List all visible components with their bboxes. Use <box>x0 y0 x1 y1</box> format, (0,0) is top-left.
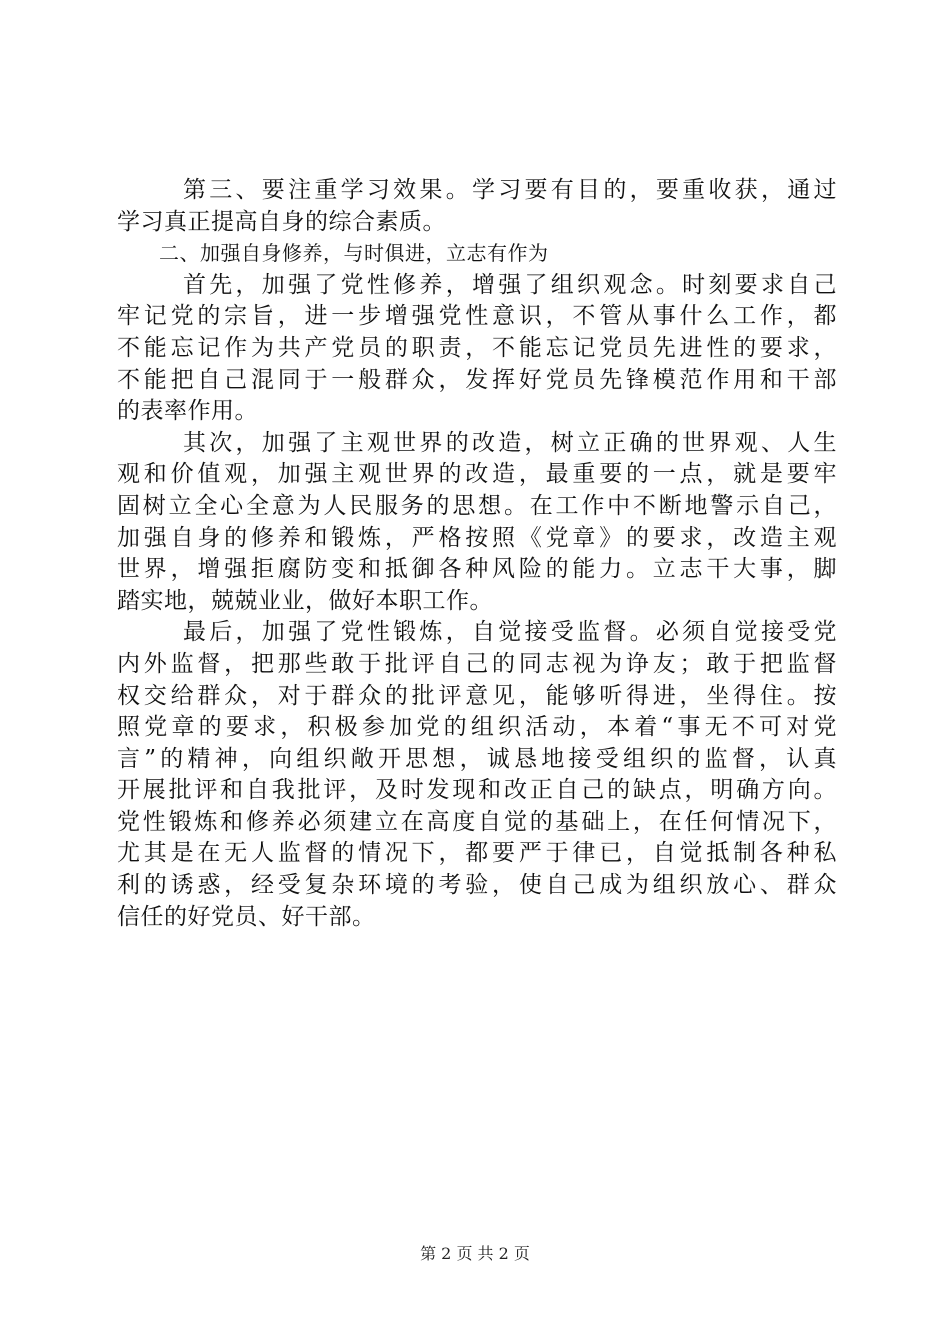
paragraph-line: 学习真正提高自身的综合素质。 <box>117 208 446 235</box>
paragraph-line: 信任的好党员、好干部。 <box>117 903 376 930</box>
paragraph-line: 牢记党的宗旨，进一步增强党性意识，不管从事什么工作，都 <box>117 303 837 330</box>
paragraph-line: 内外监督，把那些敢于批评自己的同志视为诤友；敢于把监督 <box>117 650 837 677</box>
paragraph-line: 第三、要注重学习效果。学习要有目的，要重收获，通过 <box>183 177 837 203</box>
paragraph-line: 最后，加强了党性锻炼，自觉接受监督。必须自觉接受党 <box>183 619 837 646</box>
paragraph-line: 固树立全心全意为人民服务的思想。在工作中不断地警示自己， <box>117 492 837 519</box>
paragraph-line: 的表率作用。 <box>117 398 258 425</box>
page-footer: 第 2 页 共 2 页 <box>420 1244 530 1263</box>
paragraph-line: 首先，加强了党性修养，增强了组织观念。时刻要求自己 <box>183 271 837 298</box>
paragraph-line: 尤其是在无人监督的情况下，都要严于律已，自觉抵制各种私 <box>117 840 837 867</box>
paragraph-line: 言”的精神，向组织敞开思想，诚恳地接受组织的监督，认真 <box>117 745 837 772</box>
body-text <box>117 175 837 933</box>
paragraph-line: 加强自身的修养和锻炼，严格按照《党章》的要求，改造主观 <box>117 524 837 551</box>
paragraph-line: 利的诱惑，经受复杂环境的考验，使自己成为组织放心、群众 <box>117 872 837 899</box>
paragraph-line: 观和价值观，加强主观世界的改造，最重要的一点，就是要牢 <box>117 461 837 488</box>
paragraph-line: 照党章的要求，积极参加党的组织活动，本着“事无不可对党 <box>117 714 837 741</box>
paragraph-line: 世界，增强拒腐防变和抵御各种风险的能力。立志干大事，脚 <box>117 556 837 583</box>
paragraph-line: 不能把自己混同于一般群众，发挥好党员先锋模范作用和干部 <box>117 366 837 393</box>
paragraph-line: 踏实地，兢兢业业，做好本职工作。 <box>117 587 493 614</box>
section-heading: 二、加强自身修养，与时俱进，立志有作为 <box>159 241 549 266</box>
paragraph-line: 其次，加强了主观世界的改造，树立正确的世界观、人生 <box>183 429 837 456</box>
paragraph-line: 党性锻炼和修养必须建立在高度自觉的基础上，在任何情况下， <box>117 808 837 835</box>
paragraph-line: 开展批评和自我批评，及时发现和改正自己的缺点，明确方向。 <box>117 777 837 804</box>
paragraph-line: 不能忘记作为共产党员的职责，不能忘记党员先进性的要求， <box>117 334 837 361</box>
paragraph-line: 权交给群众，对于群众的批评意见，能够听得进，坐得住。按 <box>117 682 837 709</box>
